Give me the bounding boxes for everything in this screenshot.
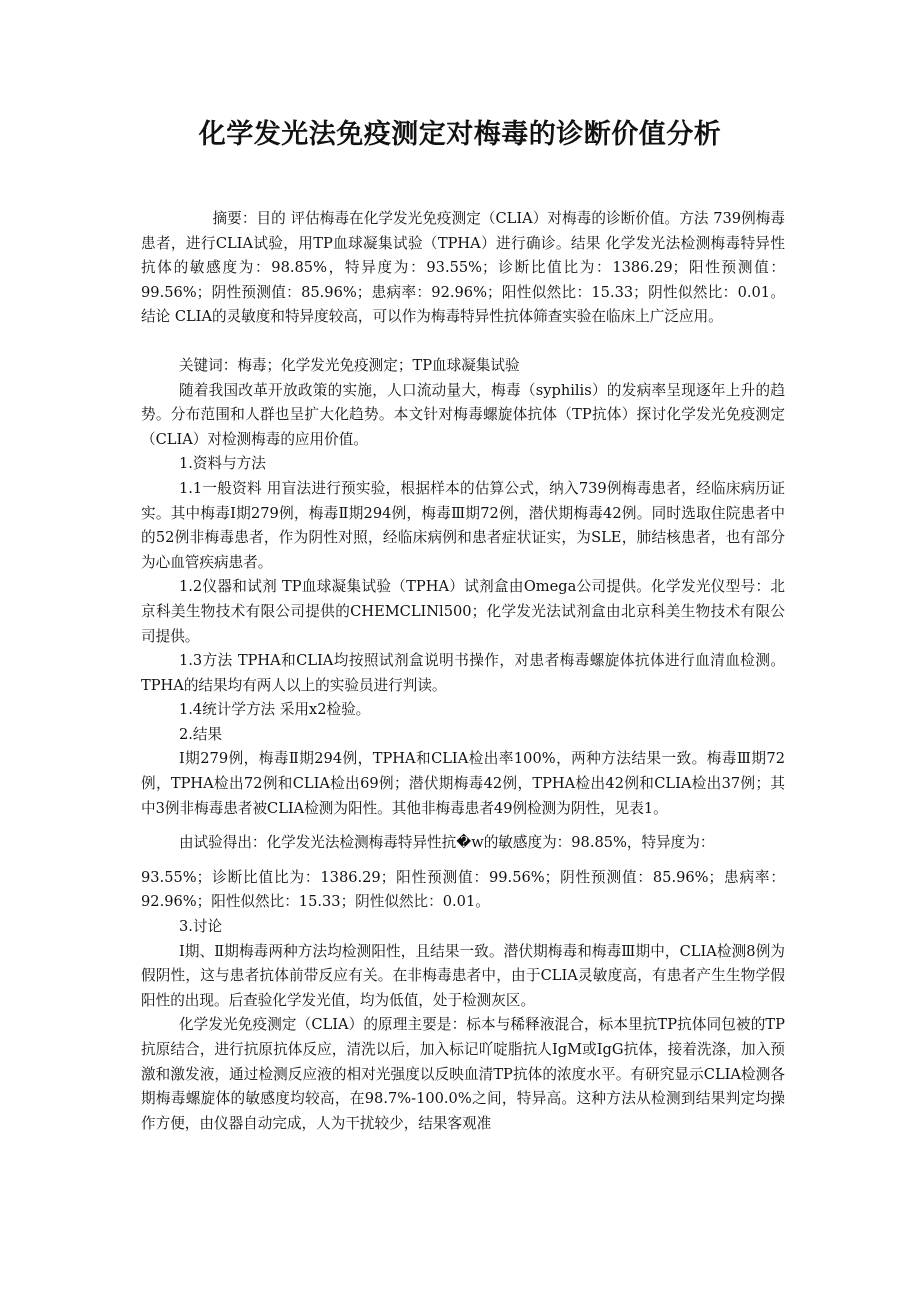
paper-title: 化学发光法免疫测定对梅毒的诊断价值分析 bbox=[198, 119, 722, 150]
discussion-paragraph-1: Ⅰ期、Ⅱ期梅毒两种方法均检测阳性，且结果一致。潜伏期梅毒和梅毒Ⅲ期中，CLIA检测8例为假阴性，这与患者抗体前带反应有关。在非梅毒患者中，由于CLIA灵敏度高，有患者产生生物学假阳性的出现。后查验化学发光值，均为低值，处于检测灰区。 bbox=[141, 942, 785, 1009]
methods-instruments-paragraph: 1.2仪器和试剂 TP血球凝集试验（TPHA）试剂盒由Omega公司提供。化学发光仪型号：北京科美生物技术有限公司提供的CHEMCLINl500；化学发光法试剂盒由北京科美生物技术有限公司提供。 bbox=[141, 578, 785, 645]
section-heading-methods: 1.资料与方法 bbox=[178, 455, 266, 473]
spacer bbox=[141, 821, 785, 831]
paper-body bbox=[141, 207, 785, 1136]
finding-line: 由试验得出：化学发光法检测梅毒特异性抗�w的敏感度为：98.85%，特异度为： bbox=[178, 834, 715, 852]
results-paragraph: Ⅰ期279例，梅毒Ⅱ期294例，TPHA和CLIA检出率100%，两种方法结果一致。梅毒Ⅲ期72例，TPHA检出72例和CLIA检出69例；潜伏期梅毒42例，TPHA检出42例和CLIA检出37例；其中3例非梅毒患者被CLIA检测为阳性。其他非梅毒患者49例检测为阴性，见表1。 bbox=[141, 750, 785, 817]
methods-statistics-paragraph: 1.4统计学方法 采用x2检验。 bbox=[178, 701, 371, 719]
methods-general-paragraph: 1.1一般资料 用盲法进行预实验，根据样本的估算公式，纳入739例梅毒患者，经临床病历证实。其中梅毒Ⅰ期279例，梅毒Ⅱ期294例，梅毒Ⅲ期72例，潜伏期梅毒42例。同时选取住院患者中的52例非梅毒患者，作为阴性对照，经临床病例和患者症状证实，为SLE，肺结核患者，也有部分为心血管疾病患者。 bbox=[141, 479, 785, 571]
intro-paragraph: 随着我国改革开放政策的实施，人口流动量大，梅毒（syphilis）的发病率呈现逐年上升的趋势。分布范围和人群也呈扩大化趋势。本文针对梅毒螺旋体抗体（TP抗体）探讨化学发光免疫测定（CLIA）对检测梅毒的应用价值。 bbox=[141, 381, 785, 448]
methods-procedure-paragraph: 1.3方法 TPHA和CLIA均按照试剂盒说明书操作，对患者梅毒螺旋体抗体进行血清血检测。TPHA的结果均有两人以上的实验员进行判读。 bbox=[141, 652, 785, 694]
discussion-paragraph-2: 化学发光免疫测定（CLIA）的原理主要是：标本与稀释液混合，标本里抗TP抗体同包被的TP抗原结合，进行抗原抗体反应，清洗以后，加入标记吖啶脂抗人IgM或IgG抗体，接着洗涤，加入预激和激发液，通过检测反应液的相对光强度以反映血清TP抗体的浓度水平。有研究显示CLIA检测各期梅毒螺旋体的敏感度均较高，在98.7%-100.0%之间，特异高。这种方法从检测到结果判定均操作方便，由仪器自动完成，人为干扰较少，结果客观准 bbox=[141, 1016, 785, 1132]
section-heading-results: 2.结果 bbox=[178, 725, 223, 743]
spacer bbox=[141, 856, 785, 866]
keywords-line: 关键词：梅毒；化学发光免疫测定；TP血球凝集试验 bbox=[178, 356, 520, 374]
abstract-paragraph: 摘要：目的 评估梅毒在化学发光免疫测定（CLIA）对梅毒的诊断价值。方法 739例梅毒患者，进行CLIA试验，用TP血球凝集试验（TPHA）进行确诊。结果 化学发光法检测梅毒特异性抗体的敏感度为：98.85%，特异度为：93.55%；诊断比值比为：1386.29；阳性预测值：99.56%；阴性预测值：85.96%；患病率：92.96%；阳性似然比：15.33；阴性似然比：0.01。结论 CLIA的灵敏度和特异度较高，可以作为梅毒特异性抗体筛查实验在临床上广泛应用。 bbox=[141, 210, 785, 326]
section-heading-discussion: 3.讨论 bbox=[178, 918, 223, 936]
spacer bbox=[141, 330, 785, 354]
finding-continuation: 93.55%；诊断比值比为：1386.29；阳性预测值：99.56%；阴性预测值：85.96%；患病率：92.96%；阳性似然比：15.33；阴性似然比：0.01。 bbox=[141, 868, 785, 911]
